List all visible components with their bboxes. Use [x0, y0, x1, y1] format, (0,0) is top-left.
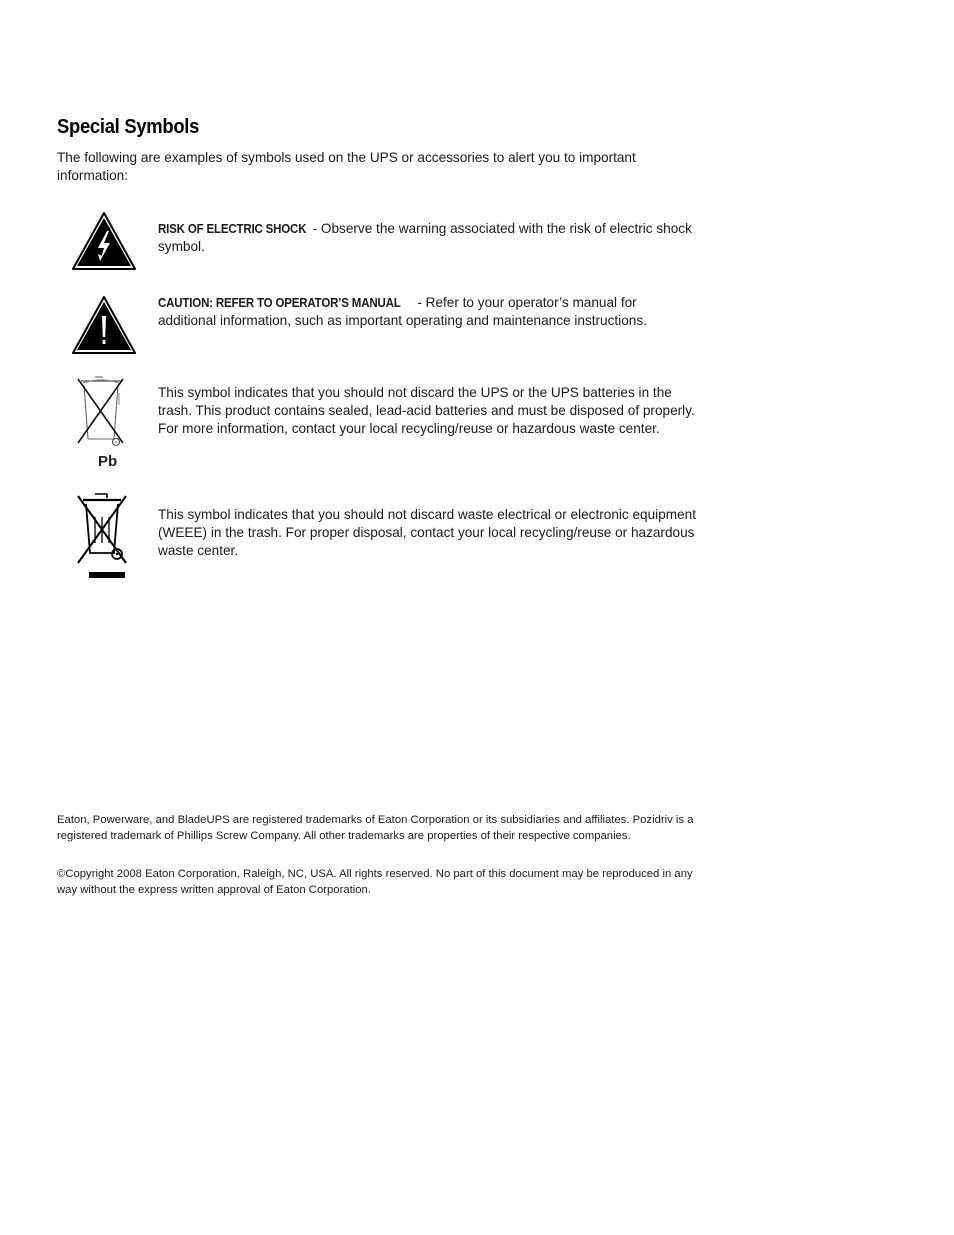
bin-pb-label: Pb — [98, 453, 118, 470]
intro-paragraph: The following are examples of symbols used on the UPS or accessories to alert you to important information: — [57, 150, 636, 183]
electric-shock-warning-icon — [71, 210, 137, 277]
symbol-text: This symbol indicates that you should not discard waste electrical or electronic equipment (WEEE) in the trash. For proper disposal, contact your local recycling/reuse or hazardous waste center. — [158, 507, 696, 558]
symbol-text: - Observe the warning associated with the risk of electric shock symbol. — [158, 221, 692, 254]
crossed-bin-pb-icon — [71, 375, 131, 476]
symbol-description — [158, 294, 698, 330]
symbol-label: RISK OF ELECTRIC SHOCK — [158, 221, 307, 236]
caution-exclamation-icon — [71, 294, 137, 361]
symbol-description — [158, 220, 698, 256]
symbol-text: This symbol indicates that you should not discard the UPS or the UPS batteries in the trash. This product contains sealed, lead-acid batteries and must be disposed of properly. For more information, contact your local recycling/reuse or hazardous waste center. — [158, 385, 695, 436]
section-title: Special Symbols — [57, 116, 200, 138]
symbol-text: - Refer to your operator’s manual for additional information, such as important operating and maintenance instructions. — [158, 295, 647, 328]
copyright-notice: ©Copyright 2008 Eaton Corporation, Raleigh, NC, USA. All rights reserved. No part of this document may be reproduced in any way without the express written approval of Eaton Corporation. — [57, 868, 693, 896]
symbol-label: CAUTION: REFER TO OPERATOR’S MANUAL — [158, 295, 401, 310]
symbol-description — [158, 506, 698, 560]
symbol-description — [158, 384, 698, 438]
weee-crossed-bin-icon — [71, 491, 131, 586]
trademark-notice: Eaton, Powerware, and BladeUPS are registered trademarks of Eaton Corporation or its subsidiaries and affiliates. Pozidriv is a registered trademark of Phillips Screw Company. All other trademarks are properties of their respective companies. — [57, 814, 694, 842]
